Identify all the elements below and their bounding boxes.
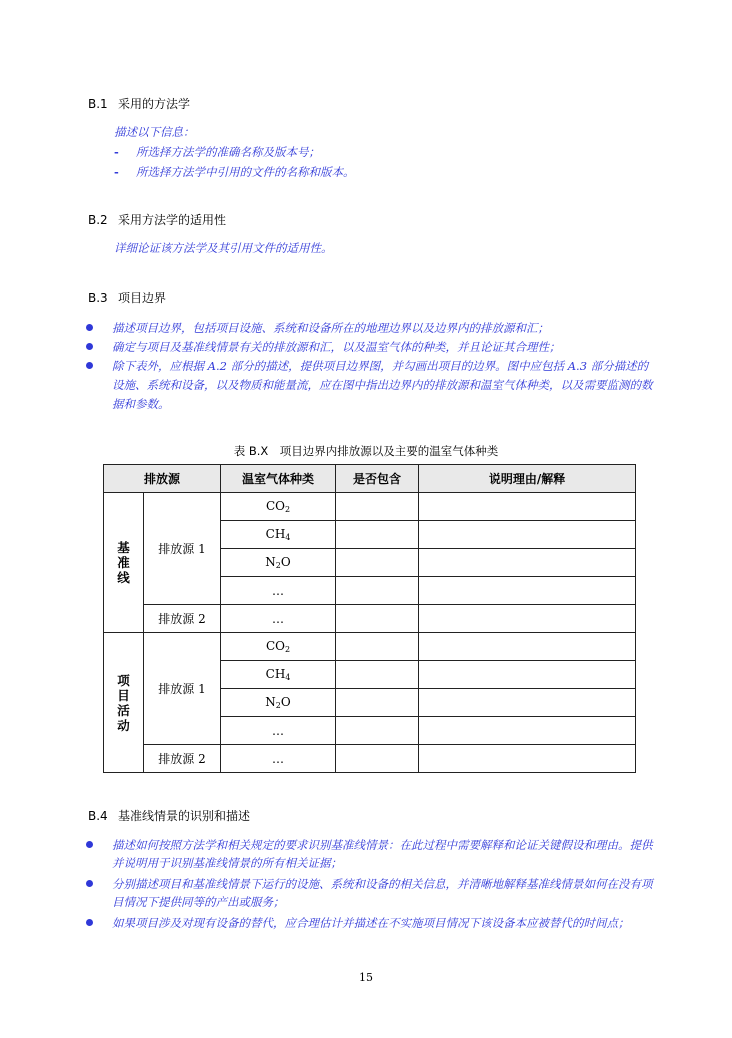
header-included: 是否包含	[336, 465, 419, 493]
section-number: B.3	[88, 291, 108, 305]
gas-formula-tail: O	[280, 695, 291, 709]
bullet-dot-icon	[86, 880, 93, 887]
b3-bullet-text: 确定与项目及基准线情景有关的排放源和汇，以及温室气体的种类，并且论证其合理性；	[112, 340, 561, 354]
included-cell	[336, 605, 419, 633]
gas-subscript: 2	[275, 701, 281, 710]
gas-cell-n2o	[221, 689, 336, 717]
table-row	[104, 633, 636, 661]
gas-cell-ellipsis: …	[221, 577, 336, 605]
section-title: 采用的方法学	[118, 97, 191, 111]
included-cell	[336, 689, 419, 717]
table-header-row	[104, 465, 636, 493]
gas-subscript: 2	[284, 505, 291, 514]
section-b4-heading	[88, 808, 250, 824]
gas-subscript: 2	[275, 561, 281, 570]
gas-formula: CO	[265, 639, 285, 653]
group-cell-project	[104, 633, 144, 773]
explanation-cell	[419, 717, 636, 745]
b2-text: 详细论证该方法学及其引用文件的适用性。	[114, 241, 333, 255]
included-cell	[336, 549, 419, 577]
section-number: B.2	[88, 213, 108, 227]
gas-cell-co2	[221, 493, 336, 521]
included-cell	[336, 717, 419, 745]
dash-marker: -	[114, 165, 119, 179]
included-cell	[336, 745, 419, 773]
source-cell: 排放源 1	[144, 493, 221, 605]
section-number: B.4	[88, 809, 108, 823]
included-cell	[336, 633, 419, 661]
section-title: 项目边界	[118, 291, 167, 305]
section-number: B.1	[88, 97, 108, 111]
header-ghg-type: 温室气体种类	[221, 465, 336, 493]
b1-item	[114, 144, 320, 160]
source-cell: 排放源 2	[144, 745, 221, 773]
table-row	[104, 493, 636, 521]
bullet-dot-icon	[86, 324, 93, 331]
gas-formula-tail: O	[280, 555, 291, 569]
explanation-cell	[419, 633, 636, 661]
gas-subscript: 2	[284, 645, 291, 654]
emission-sources-table	[103, 464, 636, 773]
gas-cell-ellipsis: …	[221, 605, 336, 633]
group-label-baseline: 基准线	[117, 540, 130, 585]
gas-formula: N	[265, 695, 276, 709]
dash-marker: -	[114, 145, 119, 159]
gas-subscript: 4	[285, 533, 291, 542]
header-explanation: 说明理由/解释	[419, 465, 636, 493]
gas-cell-ellipsis: …	[221, 717, 336, 745]
explanation-cell	[419, 577, 636, 605]
section-title: 基准线情景的识别和描述	[118, 809, 251, 823]
table-caption: 表 B.X 项目边界内排放源以及主要的温室气体种类	[233, 444, 499, 458]
source-cell: 排放源 2	[144, 605, 221, 633]
included-cell	[336, 521, 419, 549]
group-label-project: 项目活动	[117, 672, 130, 733]
section-title: 采用方法学的适用性	[118, 213, 227, 227]
gas-cell-co2	[221, 633, 336, 661]
source-cell: 排放源 1	[144, 633, 221, 745]
b4-bullet-text: 如果项目涉及对现有设备的替代，应合理估计并描述在不实施项目情况下该设备本应被替代的时间点；	[112, 916, 630, 930]
gas-cell-n2o	[221, 549, 336, 577]
b1-item-text: 所选择方法学的准确名称及版本号；	[136, 145, 320, 159]
b3-bullet-text: 描述项目边界，包括项目设施、系统和设备所在的地理边界以及边界内的排放源和汇；	[112, 321, 549, 335]
b4-bullet-text: 描述如何按照方法学和相关规定的要求识别基准线情景：在此过程中需要解释和论证关键假设和理由。提供并说明用于识别基准线情景的所有相关证据；	[112, 838, 653, 870]
gas-formula: CO	[265, 499, 285, 513]
b3-bullet-text: 除下表外，应根据 A.2 部分的描述，提供项目边界图，并勾画出项目的边界。图中应包括 A.3 部分描述的设施、系统和设备，以及物质和能量流，应在图中指出边界内的排放源和温室气体种类，以及需要监测的数据和参数。	[112, 359, 653, 411]
gas-cell-ellipsis: …	[221, 745, 336, 773]
page-number: 15	[359, 971, 373, 984]
included-cell	[336, 661, 419, 689]
explanation-cell	[419, 661, 636, 689]
table-row	[104, 745, 636, 773]
bullet-dot-icon	[86, 919, 93, 926]
included-cell	[336, 493, 419, 521]
explanation-cell	[419, 745, 636, 773]
header-emission-source: 排放源	[104, 465, 221, 493]
section-b3-heading	[88, 290, 166, 306]
bullet-dot-icon	[86, 841, 93, 848]
table-row	[104, 605, 636, 633]
bullet-dot-icon	[86, 362, 93, 369]
explanation-cell	[419, 493, 636, 521]
gas-cell-ch4	[221, 521, 336, 549]
explanation-cell	[419, 521, 636, 549]
section-b1-heading	[88, 96, 190, 112]
included-cell	[336, 577, 419, 605]
b1-item	[114, 164, 355, 180]
b4-bullet-text: 分别描述项目和基准线情景下运行的设施、系统和设备的相关信息，并清晰地解释基准线情景如何在没有项目情况下提供同等的产出或服务；	[112, 877, 653, 909]
explanation-cell	[419, 549, 636, 577]
explanation-cell	[419, 605, 636, 633]
b1-item-text: 所选择方法学中引用的文件的名称和版本。	[136, 165, 355, 179]
explanation-cell	[419, 689, 636, 717]
gas-cell-ch4	[221, 661, 336, 689]
gas-formula: N	[265, 555, 276, 569]
bullet-dot-icon	[86, 343, 93, 350]
section-b2-heading	[88, 212, 226, 228]
gas-subscript: 4	[285, 673, 291, 682]
gas-formula: CH	[265, 527, 286, 541]
group-cell-baseline	[104, 493, 144, 633]
b1-intro: 描述以下信息：	[114, 125, 195, 139]
gas-formula: CH	[265, 667, 286, 681]
